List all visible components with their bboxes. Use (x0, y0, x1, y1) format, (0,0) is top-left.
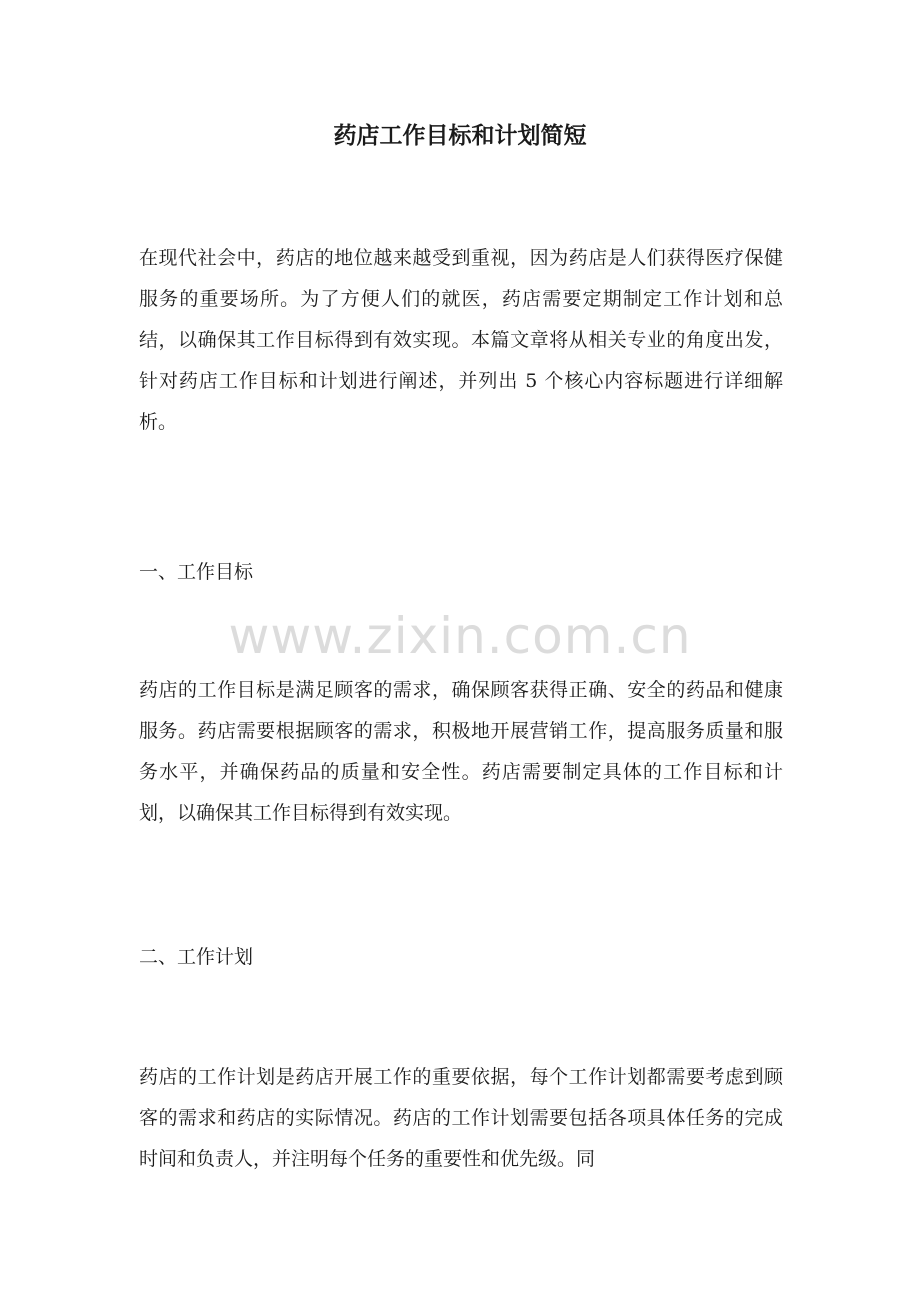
watermark: www.zixin.com.cn (228, 607, 692, 665)
intro-paragraph: 在现代社会中，药店的地位越来越受到重视，因为药店是人们获得医疗保健服务的重要场所。为了方便人们的就医，药店需要定期制定工作计划和总结，以确保其工作目标得到有效实现。本篇文章将从相关专业的角度出发，针对药店工作目标和计划进行阐述，并列出 5 个核心内容标题进行详细解析。 (139, 247, 783, 433)
section-heading-plan: 二、工作计划 (139, 946, 254, 968)
document-title: 药店工作目标和计划简短 (333, 122, 587, 149)
section-body-plan: 药店的工作计划是药店开展工作的重要依据，每个工作计划都需要考虑到顾客的需求和药店的实际情况。药店的工作计划需要包括各项具体任务的完成时间和负责人，并注明每个任务的重要性和优先级。同 (139, 1066, 783, 1170)
section-heading-goals: 一、工作目标 (139, 561, 254, 583)
section-body-goals: 药店的工作目标是满足顾客的需求，确保顾客获得正确、安全的药品和健康服务。药店需要根据顾客的需求，积极地开展营销工作，提高服务质量和服务水平，并确保药品的质量和安全性。药店需要制定具体的工作目标和计划，以确保其工作目标得到有效实现。 (139, 679, 783, 824)
